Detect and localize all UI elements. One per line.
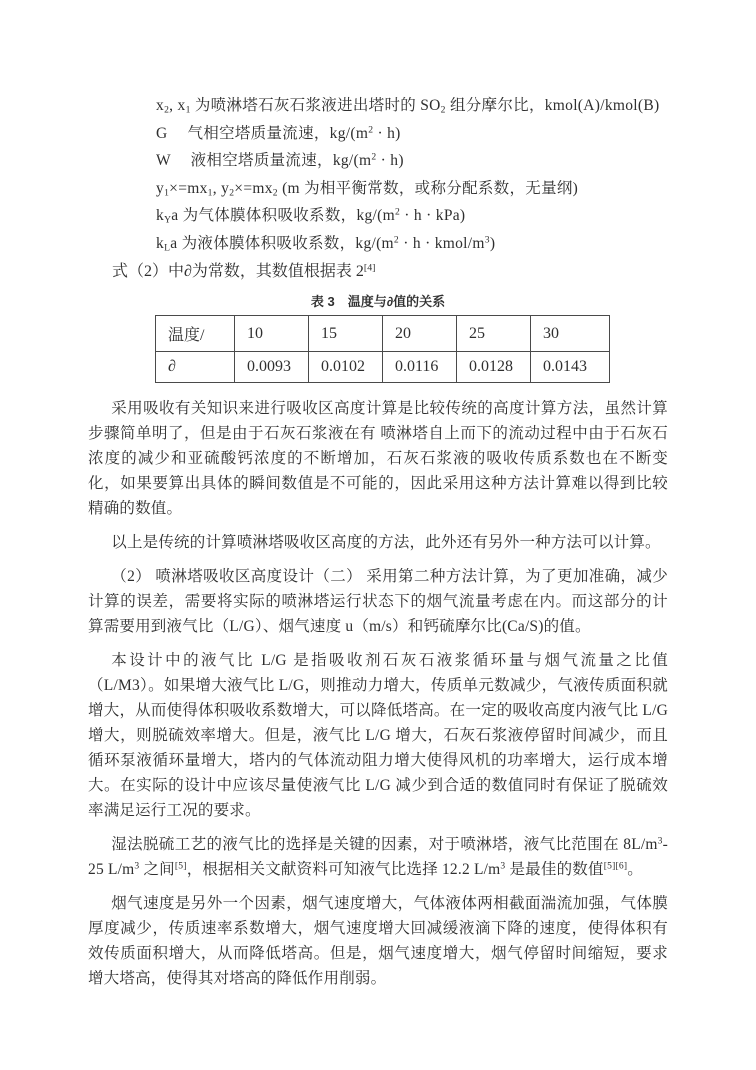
definition-equilibrium: $y_1\times=mx_1$, $y_2\times=mx_2$ (m 为相平衡常数，或称分配系数，无量纲) bbox=[156, 179, 579, 198]
paragraph-design-method-2: （2） 喷淋塔吸收区高度设计（二） 采用第二种方法计算，为了更加准确，减少计算的误差，需要将实际的喷淋塔运行状态下的烟气流量考虑在内。而这部分的计算需要用到液气比（L/G）、烟气速度 u（m/s）和钙硫摩尔比(Ca/S)的值。 bbox=[88, 568, 668, 635]
definition-W: W 液相空塔质量流速，$kg/(m^2 \cdot h)$ bbox=[156, 151, 404, 169]
table-cell: 0.0128 bbox=[457, 352, 531, 383]
table-cell: 0.0093 bbox=[235, 352, 309, 383]
table-cell: 30 bbox=[531, 316, 610, 352]
equation-2-note: 式（2）中∂为常数，其数值根据表 2[4] bbox=[112, 262, 376, 280]
table-cell: 0.0102 bbox=[309, 352, 383, 383]
table-cell: 15 bbox=[309, 316, 383, 352]
paragraph-liquid-gas-ratio: 本设计中的液气比 L/G 是指吸收剂石灰石液浆循环量与烟气流量之比值（L/M3）。如果增大液气比 L/G，则推动力增大，传质单元数减少，气液传质面积就增大，从而使得体积吸收系数增大，可以降低塔高。在一定的吸收高度内液气比 L/G 增大，则脱硫效率增大。但是，液气比 L/G 增大，石灰石浆液停留时间减少，而且循环泵液循环量增大，塔内的气体流动阻力增大使得风机的功率增大，运行成本增大。在实际的设计中应该尽量使液气比 L/G 减少到合适的数值同时有保证了脱硫效率满足运行工况的要求。 bbox=[88, 652, 668, 819]
definition-kYa: $k_Ya$ 为气体膜体积吸收系数，$kg/(m^2 \cdot h \cdot kPa)$ bbox=[156, 206, 466, 226]
table-row-partial-value bbox=[156, 352, 610, 383]
table-cell: 0.0143 bbox=[531, 352, 610, 383]
definition-x2-x1: $x_2$, $x_1$ 为喷淋塔石灰石浆液进出塔时的 $SO_2$ 组分摩尔比，kmol(A)/kmol(B) bbox=[156, 97, 660, 116]
variable-definitions bbox=[156, 92, 668, 257]
table-cell: ∂ bbox=[156, 352, 235, 383]
paragraph-flue-gas-velocity: 烟气速度是另外一个因素，烟气速度增大，气体液体两相截面湍流加强，气体膜厚度减少，传质速率系数增大，烟气速度增大回减缓液滴下降的速度，使得体积有效传质面积增大，从而降低塔高。但是，烟气速度增大，烟气停留时间缩短，要求增大塔高，使得其对塔高的降低作用削弱。 bbox=[88, 895, 668, 987]
definition-kLa: $k_La$ 为液体膜体积吸收系数，$kg/(m^2 \cdot h$ · kmol/$m^3$) bbox=[156, 234, 496, 253]
paragraph-traditional-method: 采用吸收有关知识来进行吸收区高度计算是比较传统的高度计算方法，虽然计算步骤简单明了，但是由于石灰石浆液在有 喷淋塔自上而下的流动过程中由于石灰石浓度的减少和亚硫酸钙浓度的不断增加，石灰石浆液的吸收传质系数也在不断变化，如果要算出具体的瞬间数值是不可能的，因此采用这种方法计算难以得到比较精确的数值。 bbox=[88, 400, 668, 517]
table-cell: 20 bbox=[383, 316, 457, 352]
table-cell: 25 bbox=[457, 316, 531, 352]
definition-G: G 气相空塔质量流速，$kg/(m^2 \cdot h)$ bbox=[156, 124, 401, 142]
paragraph-alternative-method-intro: 以上是传统的计算喷淋塔吸收区高度的方法，此外还有另外一种方法可以计算。 bbox=[111, 534, 661, 551]
table-3-caption: 表 3 温度与∂值的关系 bbox=[310, 294, 446, 309]
table-cell: 0.0116 bbox=[383, 352, 457, 383]
table-cell: 温度/ bbox=[156, 316, 235, 352]
table-row-temperature bbox=[156, 316, 610, 352]
paragraph-lg-ratio-selection: 湿法脱硫工艺的液气比的选择是关键的因素，对于喷淋塔，液气比范围在 $8L/m^3-25$ $L/m^3$ 之间[5]，根据相关文献资料可知液气比选择 12.2 $L/m^3$ 是最佳的数值[5][6]。 bbox=[88, 835, 668, 878]
table-3 bbox=[155, 315, 610, 383]
table-cell: 10 bbox=[235, 316, 309, 352]
